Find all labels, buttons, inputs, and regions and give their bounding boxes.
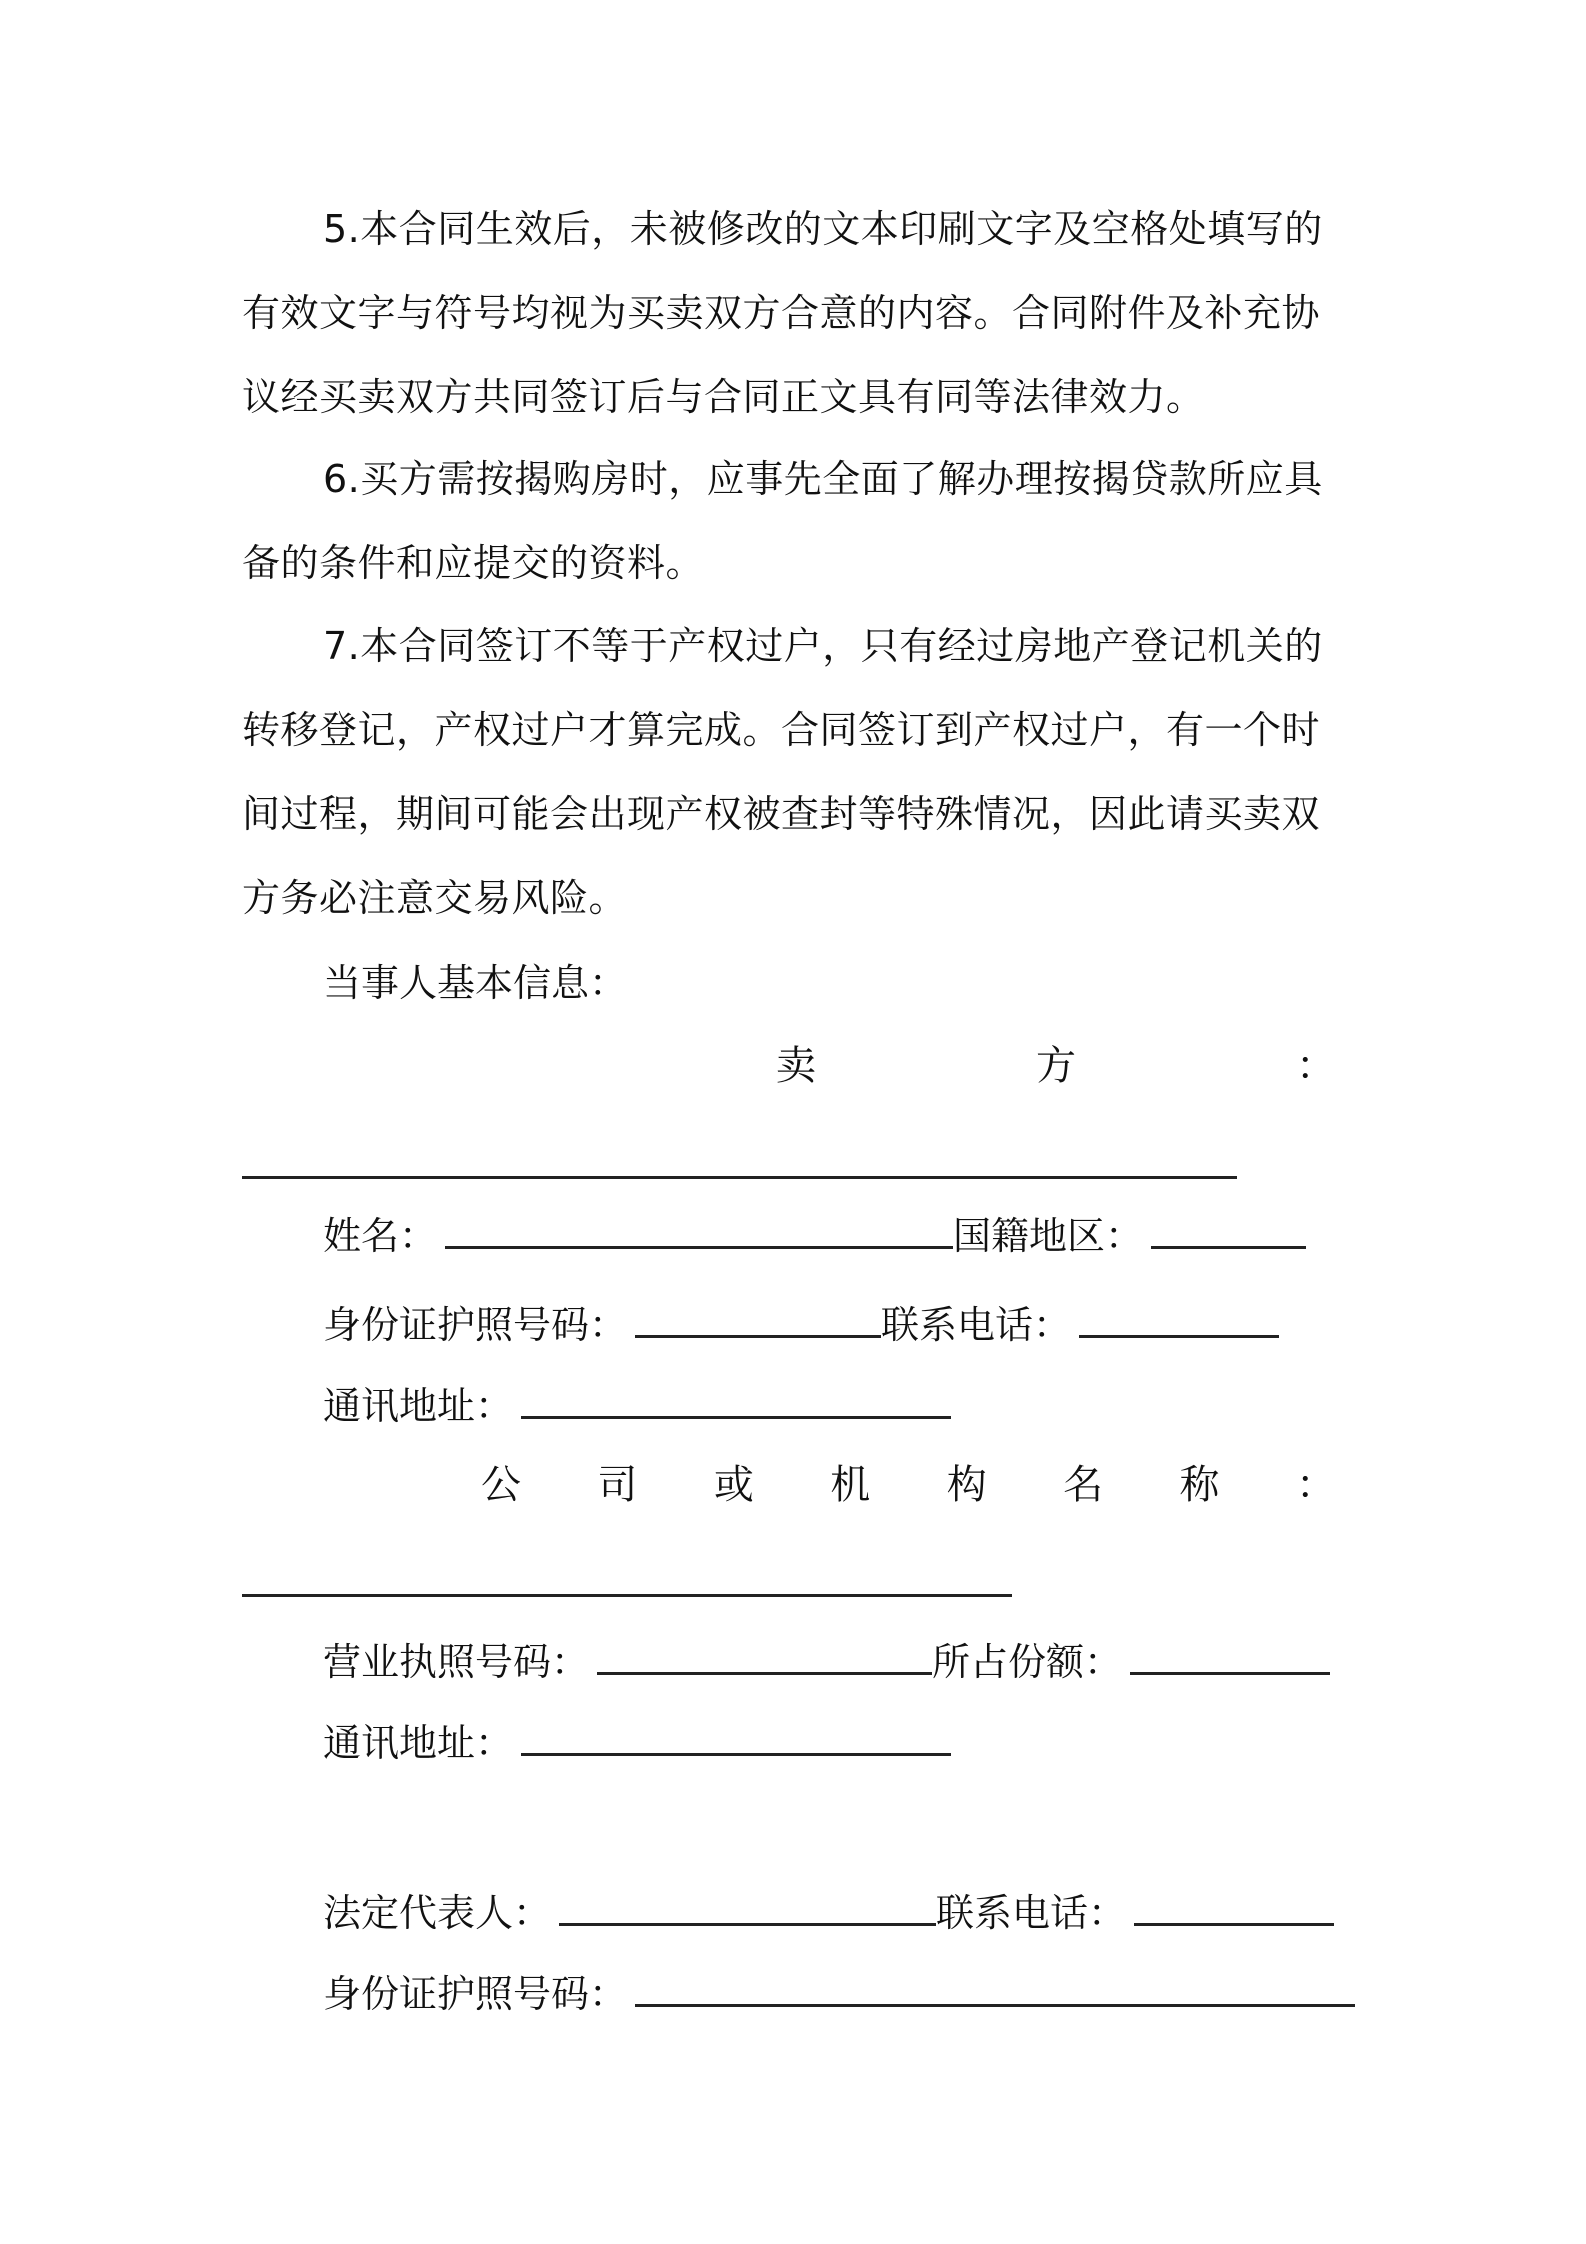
legal-rep-id-label: 身份证护照号码：	[323, 1972, 628, 2016]
company-heading-char: 机	[830, 1462, 871, 1508]
parties-heading: 当事人基本信息：	[323, 961, 628, 1005]
company-heading-char: 名	[1063, 1462, 1104, 1508]
company-phone-label: 联系电话：	[936, 1891, 1127, 1935]
license-label: 营业执照号码：	[323, 1640, 590, 1684]
share-label: 所占份额：	[932, 1640, 1123, 1684]
company-heading-char: 或	[713, 1462, 754, 1508]
id-number-label: 身份证护照号码：	[323, 1303, 628, 1347]
phone-label: 联系电话：	[881, 1303, 1072, 1347]
legal-rep-id-row	[323, 1966, 1355, 2019]
company-heading-char: 公	[481, 1462, 521, 1508]
company-phone-blank[interactable]	[1134, 1885, 1334, 1926]
address-blank[interactable]	[521, 1378, 951, 1419]
license-row	[323, 1634, 1330, 1687]
legal-rep-row	[323, 1885, 1334, 1938]
id-number-blank[interactable]	[635, 1297, 881, 1338]
nationality-blank[interactable]	[1151, 1208, 1306, 1249]
nationality-label: 国籍地区：	[953, 1214, 1144, 1258]
seller-name-blank[interactable]	[242, 1176, 1237, 1179]
address-label: 通讯地址：	[323, 1384, 514, 1428]
name-blank[interactable]	[445, 1208, 953, 1249]
license-blank[interactable]	[597, 1634, 932, 1675]
clause-6: 6.买方需按揭购房时，应事先全面了解办理按揭贷款所应具备的条件和应提交的资料。	[242, 457, 1323, 585]
phone-blank[interactable]	[1079, 1297, 1279, 1338]
clause-7: 7.本合同签订不等于产权过户，只有经过房地产登记机关的转移登记，产权过户才算完成。合同签订到产权过户，有一个时间过程，期间可能会出现产权被查封等特殊情况，因此请买卖双方务必注意交易风险。	[242, 624, 1323, 920]
seller-name-row	[323, 1208, 1306, 1261]
legal-rep-label: 法定代表人：	[323, 1891, 552, 1935]
company-address-label: 通讯地址：	[323, 1721, 514, 1765]
clause-5: 5.本合同生效后，未被修改的文本印刷文字及空格处填写的有效文字与符号均视为买卖双方合意的内容。合同附件及补充协议经买卖双方共同签订后与合同正文具有同等法律效力。	[242, 207, 1323, 419]
company-heading-char: ：	[1295, 1462, 1336, 1508]
company-heading-char: 称	[1179, 1462, 1220, 1508]
seller-address-row	[323, 1378, 951, 1431]
seller-id-row	[323, 1297, 1279, 1350]
legal-rep-blank[interactable]	[559, 1885, 936, 1926]
company-heading-char: 构	[946, 1462, 987, 1508]
name-label: 姓名：	[323, 1214, 438, 1258]
seller-heading-char: ：	[1296, 1043, 1336, 1089]
company-heading	[481, 1460, 1336, 1510]
company-address-row	[323, 1715, 951, 1768]
seller-heading-char: 卖	[776, 1043, 816, 1089]
seller-heading-char: 方	[1036, 1043, 1076, 1089]
company-address-blank[interactable]	[521, 1715, 951, 1756]
company-heading-char: 司	[597, 1462, 638, 1508]
legal-rep-id-blank[interactable]	[635, 1966, 1355, 2007]
share-blank[interactable]	[1130, 1634, 1330, 1675]
company-name-blank[interactable]	[242, 1594, 1012, 1597]
seller-heading	[776, 1041, 1336, 1091]
